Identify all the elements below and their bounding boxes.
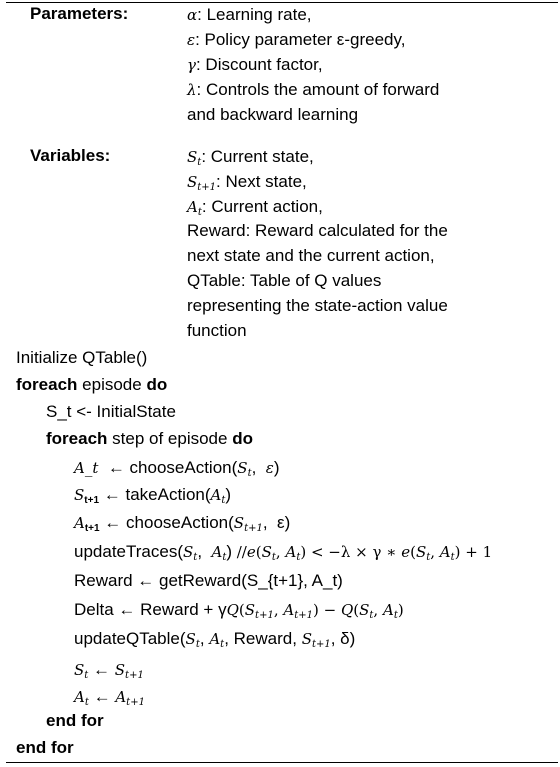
top-rule — [6, 2, 558, 3]
algo-take-action: $S_{t+1}$ ← $takeAction(A_t)$ — [74, 485, 232, 506]
algo-foreach-episode: foreach episode do — [16, 375, 168, 394]
var-at: $A_t$: Current action, — [187, 197, 323, 218]
algo-choose-action-2: $A_{t+1}$ ← $chooseAction(S_{t+1}$, ε) — [74, 513, 291, 534]
algo-update-traces: $updateTraces(S_t$, $A_t$) $//e(S_t$, $A_t) < -\lambda \times \gamma$ ∗ $e(S_t$, $A_t) + 1$ — [74, 542, 493, 563]
param-lambda: λ: Controls the amount of forward — [187, 80, 440, 99]
algo-get-reward: Reward ← getReward(S_{t+1}, A_t) — [74, 571, 343, 590]
algo-assign-state: $S_t$ ← $S_{t+1}$ — [74, 660, 144, 681]
param-epsilon: ε: Policy parameter ε-greedy, — [187, 30, 406, 49]
algo-update-qtable: $updateQTable(S_t$, $A_t$, Reward, $S_{t+1}$, δ) — [74, 629, 356, 650]
param-alpha: α: Learning rate, — [187, 5, 312, 24]
bottom-rule — [6, 762, 558, 763]
param-gamma: γ: Discount factor, — [187, 55, 323, 74]
var-qtable-2: representing the state-action value — [187, 296, 448, 315]
algo-foreach-step: foreach step of episode do — [46, 429, 253, 448]
algo-assign-action: $A_t$ ← $A_{t+1}$ — [74, 687, 145, 708]
algo-choose-action-1: A_t ← $chooseAction(S_t$, ε) — [74, 458, 280, 479]
var-reward-1: Reward: Reward calculated for the — [187, 221, 448, 240]
algo-init-state: S_t <- InitialState — [46, 402, 176, 421]
var-st1: $S_{t+1}$: Next state, — [187, 172, 307, 193]
var-qtable-1: QTable: Table of Q values — [187, 271, 382, 290]
algo-delta: Delta ← Reward + $\gamma Q(S_{t+1}$, $A_{t+1}) - Q(S_t$, $A_t$) — [74, 600, 404, 621]
parameters-label: Parameters: — [30, 4, 129, 23]
algo-end-for-inner: end for — [46, 711, 104, 730]
algo-end-for-outer: end for — [16, 738, 74, 757]
var-st: $S_t$: Current state, — [187, 147, 314, 168]
algo-init: Initialize QTable() — [16, 348, 148, 367]
var-qtable-3: function — [187, 321, 247, 340]
var-reward-2: next state and the current action, — [187, 246, 435, 265]
variables-label: Variables: — [30, 146, 111, 165]
param-lambda-cont: and backward learning — [187, 105, 359, 124]
